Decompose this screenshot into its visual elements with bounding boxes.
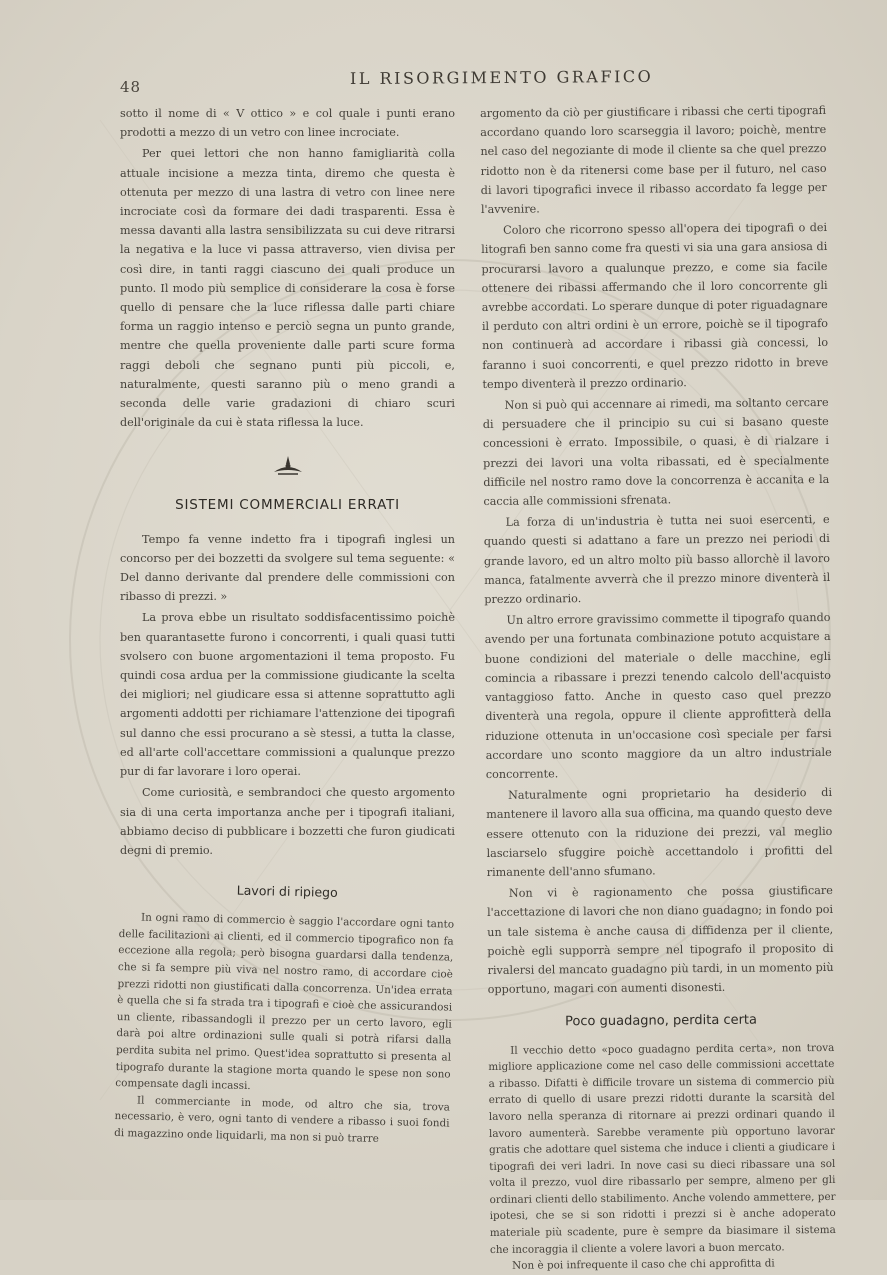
right-paragraph-5: Un altro errore gravissimo commette il tipografo quando avendo per una fortunata combinazione potuto acquistare a buone condizioni del materiale o delle macchine, egli comincia a ribassare i prezzi tenendo calcolo dell'acquisto vantaggioso fatto. Anche in questo caso quel prezzo diventerà una regola, oppure il cliente approfitterà della riduzione ottenuta in un'occasione così speciale per farsi accordare uno sconto maggiore da un altro industriale concorrente. xyxy=(484,611,832,781)
right-paragraph-7: Non vi è ragionamento che possa giustificare l'accettazione di lavori che non diano guadagno; in fondo poi un tale sistema è anche causa di diffidenza per il cliente, poichè egli supporrà sempre nel tipografo il proposito di rivalersi del mancato guadagno più tardi, in un momento più opportuno, magari con aumenti disonesti. xyxy=(487,884,834,997)
left-intro-paragraph-2: Per quei lettori che non hanno famigliarità colla attuale incisione a mezza tinta, diremo che questa è ottenuta per mezzo di una lastra di vetro con linee nere incrociate così da formare dei dadi trasparenti. Essa è messa davanti alla lastra sensibilizzata su cui deve ritrarsi la negativa e la luce vi passa attraverso, vien divisa per così dire, in tanti raggi ciascuno dei quali produce un punto. Il modo più semplice di considerare la cosa è forse quello di pensare che la luce riflessa dalle parti chiare forma un raggio intenso e perciò segna un punto grande, mentre che quella proveniente dalle parti scure forma raggi deboli che segnano punti più piccoli, e, naturalmente, questi saranno più o meno grandi a seconda delle varie gradazioni di chiaro scuri dell'originale da cui è stata riflessa la luce. xyxy=(120,147,455,430)
subsection-paragraph-1: In ogni ramo di commercio è saggio l'accordare ogni tanto delle facilitazioni ai clienti, ed il commercio tipografico non fa eccezione alla regola; però bisogna guardarsi dalla tendenza, che si fa sempre più viva nel nostro ramo, di accordare cioè prezzi ridotti non giustificati dalla concorrenza. Un'idea errata è quella che si fa strada tra i tipografi e cioè che assicurandosi un cliente, ribassandogli il prezzo per un certo lavoro, egli darà poi altre ordinazioni sulle quali si potrà rifarsi dalla perdita subita nel primo. Quest'idea soprattutto si presenta al tipografo durante la stagione morta quando le spese non sono compensate dagli incassi. xyxy=(115,911,455,1093)
subsection-title-lavori: Lavori di ripiego xyxy=(236,882,338,901)
right-paragraph-4: La forza di un'industria è tutta nei suoi esercenti, e quando questi si adattano a fare un prezzo nei periodi di grande lavoro, ed un altro molto più basso allorchè il lavoro manca, fatalmente avverrà che il prezzo minore diventerà il prezzo ordinario. xyxy=(483,513,831,607)
fleuron-ornament-icon xyxy=(120,454,455,478)
right-paragraph-6: Naturalmente ogni proprietario ha desiderio di mantenere il lavoro alla sua officina, ma quando questo deve essere ottenuto con la riduzione dei prezzi, val meglio lasciarselo sfuggire poichè accettandolo i profitti del rimanente dell'anno sfumano. xyxy=(486,786,833,879)
right-subsection-paragraph-2: Non è poi infrequente il caso che chi approfitta di xyxy=(512,1257,775,1273)
section-paragraph-3: Come curiosità, e sembrandoci che questo argomento sia di una certa importanza anche per i tipografi italiani, abbiamo deciso di pubblicare i bozzetti che furon giudicati degni di premio. xyxy=(120,786,455,857)
left-intro-paragraph-1: sotto il nome di « V ottico » e col quale i punti erano prodotti a mezzo di un vetro con linee incrociate. xyxy=(120,107,455,140)
left-column xyxy=(114,104,455,1145)
page-number: 48 xyxy=(120,78,142,96)
section-paragraph-2: La prova ebbe un risultato soddisfacentissimo poichè ben quarantasette furono i concorrenti, i quali quasi tutti svolsero con buone argomentazioni il tema proposto. Fu quindi cosa ardua per la commissione giudicante la scelta dei migliori; nel giudicare essa si attenne soprattutto agli argomenti addotti per richiamare l'attenzione dei tipografi sul danno che essi procurano a sè stessi, a tutta la classe, ed all'arte coll'accettare commissioni a qualunque prezzo pur di far lavorare i loro operai. xyxy=(120,611,455,779)
subsection-paragraph-2: Il commerciante in mode, od altro che sia, trova necessario, è vero, ogni tanto di vendere a ribasso i suoi fondi di magazzino onde liquidarli, ma non si può trarre xyxy=(114,1094,451,1145)
section-title: SISTEMI COMMERCIALI ERRATI xyxy=(175,497,400,514)
left-subsection xyxy=(114,878,455,1149)
right-subsection-paragraph-1: Il vecchio detto «poco guadagno perdita certa», non trova migliore applicazione come nel caso delle commissioni accettate a ribasso. Difatti è difficile trovare un sistema di commercio più errato di quello di usare prezzi ridotti durante la scarsità del lavoro nella speranza di ritornare ai prezzi ordinari quando il lavoro aumenterà. Sarebbe veramente più opportuno lavorar gratis che adottare quel sistema che induce i clienti a giudicare i tipografi dei veri ladri. In nove casi su dieci ribassare una sol volta il prezzo, vuol dire ribassarlo per sempre, almeno per gli ordinari clienti dello stabilimento. Anche volendo ammettere, per ipotesi, che se si son ridotti i prezzi si è anche adoperato materiale più scadente, pure è sempre da biasimare il sistema che incoraggia il cliente a volere lavori a buon mercato. xyxy=(488,1041,836,1256)
right-paragraph-1: argomento da ciò per giustificare i ribassi che certi tipografi accordano quando loro scarseggia il lavoro; poichè, mentre nel caso del negoziante di mode il cliente sa che quel prezzo ridotto non è da ritenersi come base per il futuro, nel caso di lavori tipografici invece il ribasso accordato fa legge per l'avvenire. xyxy=(480,103,827,217)
right-column xyxy=(480,101,836,1275)
right-paragraph-3: Non si può qui accennare ai rimedi, ma soltanto cercare di persuadere che il principio su cui si basano queste concessioni è errato. Impossibile, o quasi, è di rialzare i prezzi dei lavori una volta ribassati, ed è specialmente difficile nel nostro ramo dove la concorrenza è accanita e la caccia alle commissioni sfrenata. xyxy=(482,396,830,509)
right-paragraph-2: Coloro che ricorrono spesso all'opera dei tipografi o dei litografi ben sanno come fra questi vi sia una gara ansiosa di procurarsi lavoro a qualunque prezzo, e come sia facile ottenere dei ribassi affermando che il loro concorrente gli avrebbe accordati. Lo sperare dunque di poter riguadagnare il perduto con altri ordini è un errore, poichè se il tipografo non continuerà ad accordare i ribassi già concessi, lo faranno i suoi concorrenti, e quel prezzo ridotto in breve tempo diventerà il prezzo ordinario. xyxy=(481,221,829,391)
subsection-title-poco-guadagno: Poco guadagno, perdita certa xyxy=(564,1012,758,1030)
running-title: IL RISORGIMENTO GRAFICO xyxy=(349,66,654,89)
section-paragraph-1: Tempo fa venne indetto fra i tipografi inglesi un concorso per dei bozzetti da svolgere sul tema seguente: « Del danno derivante dal prendere delle commissioni con ribasso di prezzi. » xyxy=(120,532,455,604)
